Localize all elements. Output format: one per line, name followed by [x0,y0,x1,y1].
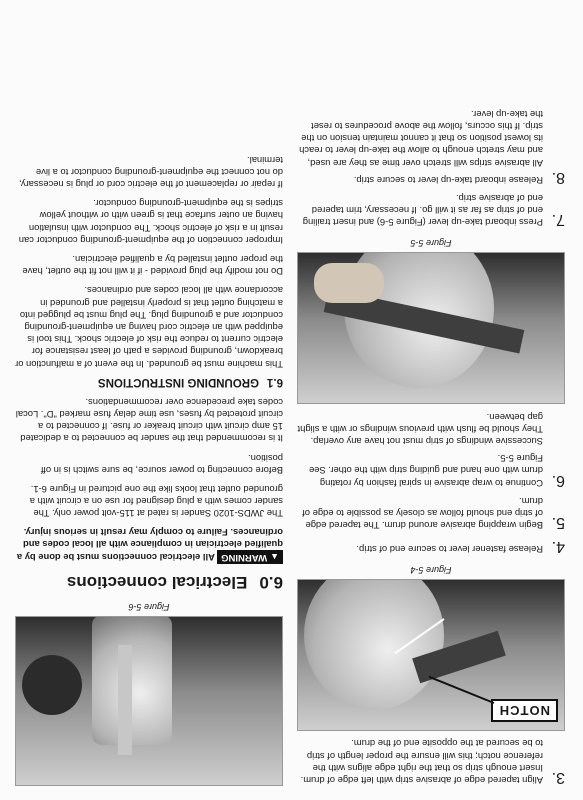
step-number: 7. [551,211,565,229]
electrical-paragraph-2: Before connecting to power source, be sure switch is in off position. [40,452,283,476]
step-text: Press inboard take-up lever (Figure 5-6) and insert trailing end of strip as far as it will go. If necessary, trim tapered end of abrasive strip. [302,192,543,229]
left-column [297,0,565,800]
grounding-paragraph-4: If repair or replacement of the electric cord or plug is necessary, do not connect the equipment-grounding conductor to a live terminal. [18,154,283,190]
figure-5-6-caption: Figure 5-6 [128,602,170,612]
figure-5-6-photo [15,616,283,786]
figure-5-5-caption: Figure 5-5 [410,238,452,249]
figure-5-4-photo [297,579,565,731]
grounding-paragraph-1: This machine must be grounded. In the event of a malfunction or breakdown, grounding provides a path of least resistance for electric current to reduce the risk of electric shock. This tool is equipped with an electric cord having an equipment-grounding conductor and a grounding plug. The plug must be plugged into a matching outlet that is properly installed and grounded in accordance with all local codes and ordinances. [15,285,283,370]
step-number: 3. [551,769,565,786]
step-text: Continue to wrap abrasive in spiral fashion by rotating drum with one hand and guiding strip with the other. See Figure 5-5. [308,453,543,489]
take-up-lever [118,645,132,755]
step-number: 5. [551,514,565,532]
step-3 [297,737,565,786]
section-title: GROUNDING INSTRUCTIONS [98,375,259,388]
sander-drum [304,579,444,710]
warning-label: WARNING [221,552,268,563]
section-6-0-heading [15,572,283,592]
step-8 [297,108,565,186]
grounding-paragraph-2: Do not modify the plug provided - if it will not fit the outlet, have the proper outlet installed by a qualified electrician. [22,253,283,278]
step-number: 8. [551,168,565,186]
step-7 [297,192,565,229]
step-5 [297,495,565,532]
step-note: All abrasive strips will stretch over time as they are used, and may stretch enough to allow the take-up lever to reach its lowest position so that it cannot maintain tension on the strip. If this occurs, follow the above procedures to reset the take-up lever. [299,108,543,169]
figure-5-4-caption: Figure 5-4 [410,565,452,576]
notch-pointer-line [429,676,495,704]
step-4 [297,537,565,555]
electrical-paragraph-1: The JWDS-1020 Sander is rated at 115-volt power only. The sander comes with a plug designed for use on a circuit with a grounded outlet that looks like the one pictured in Figure 6-1. [29,483,283,520]
hand-guiding-strip [314,263,384,303]
warning-triangle-icon: ▲ [270,552,279,562]
depth-dial [22,655,82,715]
section-6-1-heading [15,376,283,388]
section-number: 6.1 [267,375,283,388]
warning-text: All electrical connections must be done by a qualified electrician in compliance with all local codes and ordinances. Failure to comply may result in serious injury. [16,526,283,563]
section-number: 6.0 [259,573,283,592]
step-note: Successive windings of strip must not have any overlap. They should be flush with previous windings or with a slight gap between. [297,411,543,447]
step-text: Release inboard take-up lever to secure strip. [353,174,543,186]
step-number: 6. [551,471,565,489]
step-6 [297,410,565,488]
step-text: Begin wrapping abrasive around drum. The tapered edge of strip end should follow as closely as possible to edge of drum. [302,495,543,532]
step-text: Align tapered edge of abrasive strip with left edge of drum. Insert enough strip so that the right edge aligns with the reference notch; this will ensure the proper length of strip to be secured at the opposite end of the drum. [300,738,543,786]
section-title: Electrical connections [66,573,248,592]
electrical-paragraph-3: It is recommended that the sander be connected to a dedicated 15 amp circuit with circuit breaker or fuse. If connected to a circuit protected by fuses, use time delay fuse marked "D". Local codes take precedence over recommendations. [15,396,283,445]
step-number: 4. [551,538,565,556]
notch-label: NOTCH [491,699,558,722]
sander-drum [92,616,172,745]
step-text: Release fastener lever to secure end of strip. [356,544,543,556]
warning-block [15,525,283,564]
warning-badge [217,550,283,564]
right-column [15,0,283,800]
figure-5-5-photo [297,252,565,404]
grounding-paragraph-3: Improper connection of the equipment-grounding conductor can result in a risk of electric shock. The conductor with insulation having an outer surface that is green with or without yellow stripes is the equipment-grounding conductor. [18,198,283,246]
